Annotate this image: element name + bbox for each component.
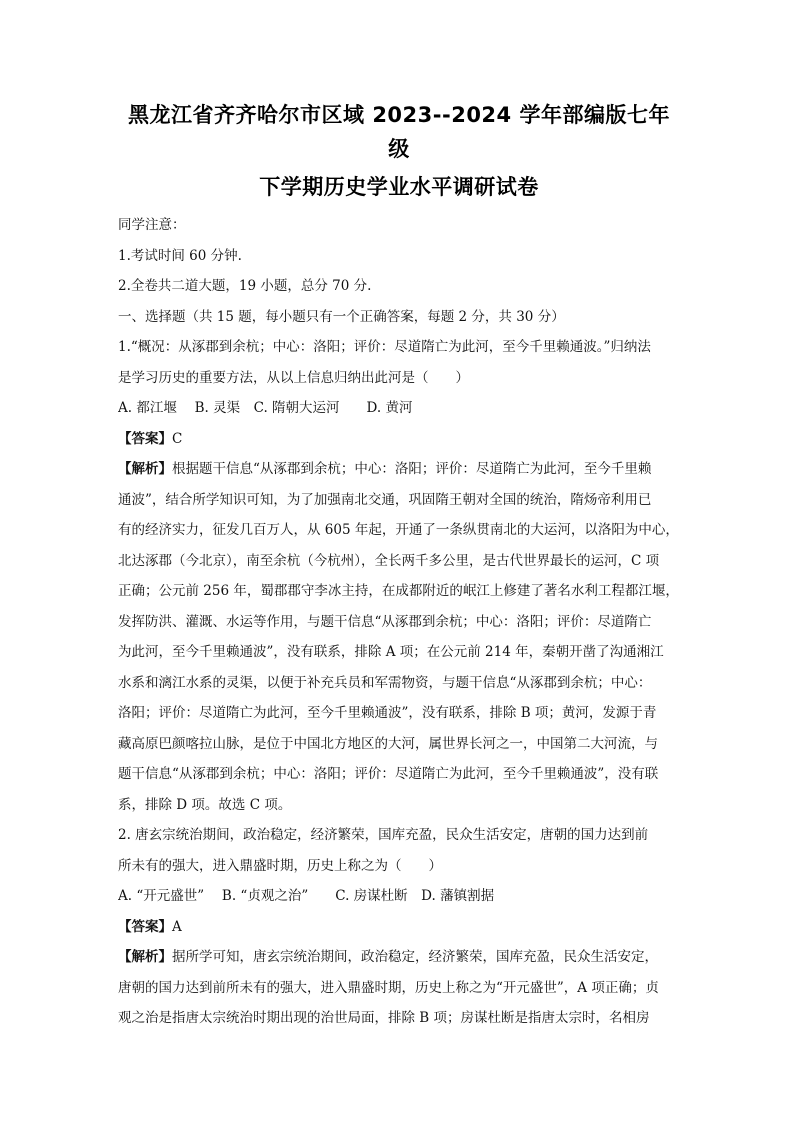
q2-analysis-tag: 【解析】 [118,949,172,965]
q1-analysis-line-2: 通波”，结合所学知识可知，为了加强南北交通，巩固隋王朝对全国的统治，隋炀帝利用已 [118,491,652,508]
q1-stem-line-2: 是学习历史的重要方法，从以上信息归纳出此河是（ ） [118,369,469,386]
q1-answer-value: C [172,430,183,447]
section-1-heading: 一、选择题（共 15 题，每小题只有一个正确答案，每题 2 分，共 30 分） [118,308,565,325]
notice-item-2: 2.全卷共二道大题，19 小题，总分 70 分. [118,278,372,294]
q1-analysis-tag: 【解析】 [118,461,172,477]
q2-stem-line-2: 所未有的强大，进入鼎盛时期，历史上称之为（ ） [118,857,442,874]
q1-analysis-line-5: 正确；公元前 256 年，蜀郡郡守李冰主持，在成都附近的岷江上修建了著名水利工程都江堰， [118,583,679,599]
q2-answer-tag: 【答案】 [118,918,172,935]
q1-analysis-line-4: 北达涿郡（今北京），南至余杭（今杭州），全长两千多公里，是古代世界最长的运河，C 项 [118,552,660,569]
q1-analysis-line-7: 为此河，至今千里赖通波”，没有联系，排除 A 项；在公元前 214 年，秦朝开凿了沟通湘江 [118,644,664,660]
q1-analysis-line-1 [118,454,680,485]
q1-analysis-text: 根据题干信息“从涿郡到余杭；中心：洛阳；评价：尽道隋亡为此河，至今千里赖 [172,461,652,477]
q1-analysis-line-8: 水系和漓江水系的灵渠，以便于补充兵员和军需物资，与题干信息“从涿郡到余杭；中心： [118,674,652,691]
notice-heading: 同学注意： [118,217,186,233]
q1-answer-tag: 【答案】 [118,430,172,447]
q1-analysis-line-10: 藏高原巴颜喀拉山脉，是位于中国北方地区的大河，属世界长河之一，中国第二大河流，与 [118,735,658,752]
q1-options: A. 都江堰 B. 灵渠 C. 隋朝大运河 D. 黄河 [118,400,413,416]
document-title-line-1: 黑龙江省齐齐哈尔市区域 2023--2024 学年部编版七年级 [128,103,670,161]
q1-analysis-line-9: 洛阳；评价：尽道隋亡为此河，至今千里赖通波”，没有联系，排除 B 项；黄河，发源于青 [118,705,657,721]
q1-stem-line-1: 1.“概况：从涿郡到余杭；中心：洛阳；评价：尽道隋亡为此河，至今千里赖通波。”归纳法 [118,339,651,355]
q1-analysis-line-6: 发挥防洪、灌溉、水运等作用，与题干信息“从涿郡到余杭；中心：洛阳；评价：尽道隋亡 [118,613,652,630]
document-title-line-2: 下学期历史学业水平调研试卷 [259,175,539,199]
q1-analysis-line-3: 有的经济实力，征发几百万人，从 605 年起，开通了一条纵贯南北的大运河，以洛阳为中心， [118,522,679,538]
document-page [118,98,680,1034]
q2-analysis-line-2: 唐朝的国力达到前所未有的强大，进入鼎盛时期，历史上称之为“开元盛世”，A 项正确；贞 [118,979,659,996]
q2-options: A. “开元盛世” B. “贞观之治” C. 房谋杜断 D. 藩镇割据 [118,888,495,904]
notice-item-1: 1.考试时间 60 分钟. [118,247,242,264]
q2-analysis-line-3: 观之治是指唐太宗统治时期出现的治世局面，排除 B 项；房谋杜断是指唐太宗时，名相房 [118,1010,650,1026]
q2-answer [118,912,680,943]
document-body [118,210,680,1034]
q2-stem-line-1: 2. 唐玄宗统治期间，政治稳定，经济繁荣，国库充盈，民众生活安定，唐朝的国力达到前 [118,827,649,843]
q1-answer [118,424,680,455]
q2-analysis-text: 据所学可知，唐玄宗统治期间，政治稳定，经济繁荣，国库充盈，民众生活安定， [172,949,658,965]
q1-analysis-line-12: 系，排除 D 项。故选 C 项。 [118,796,292,813]
q2-answer-value: A [172,918,182,935]
q1-analysis-line-11: 题干信息“从涿郡到余杭；中心：洛阳；评价：尽道隋亡为此河，至今千里赖通波”，没有联 [118,766,659,782]
q2-analysis-line-1 [118,942,680,973]
